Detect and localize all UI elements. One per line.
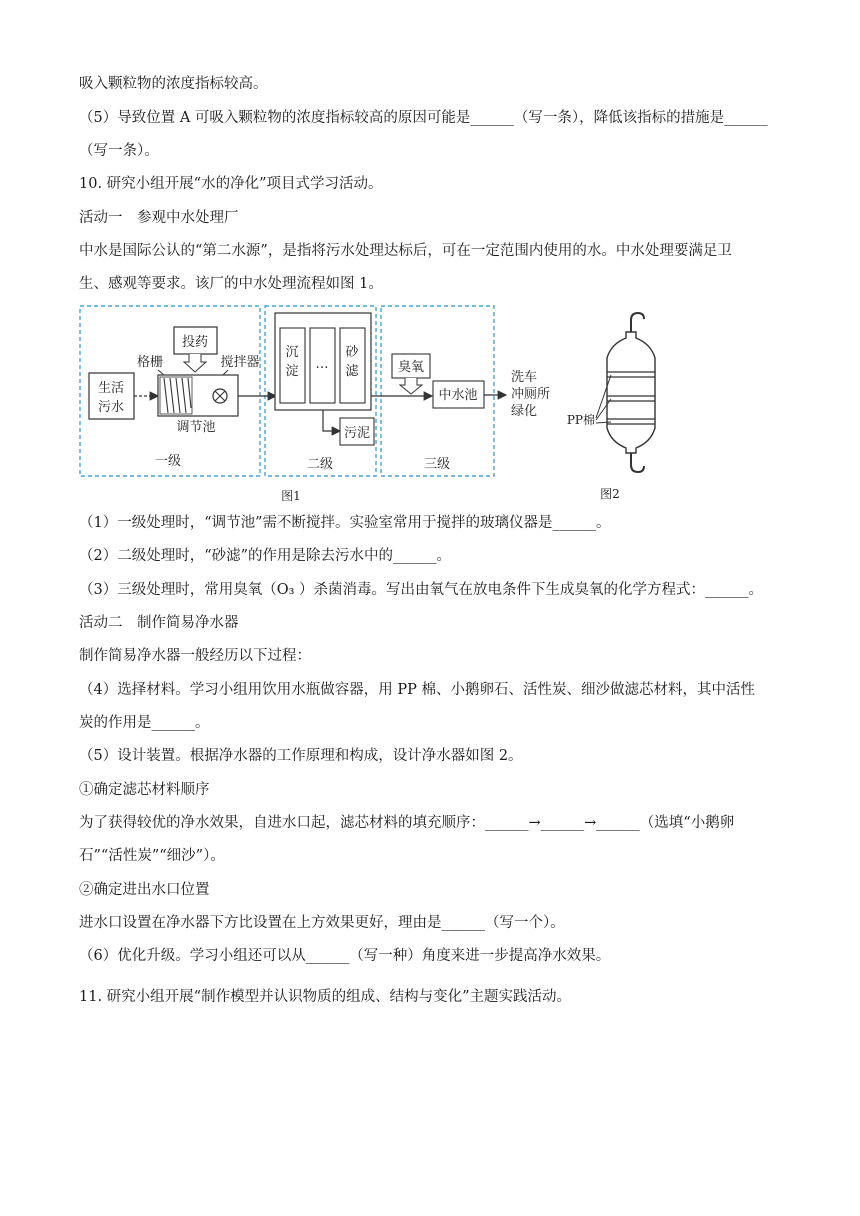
- activity-2-title: 活动二 制作简易净水器: [79, 615, 239, 631]
- sludge-label: 污泥: [343, 426, 371, 441]
- purifier-bottle: [607, 313, 655, 472]
- ozone-arrow: [400, 378, 422, 394]
- reclaimed-pool-label: 中水池: [438, 388, 478, 403]
- figure-1-caption: 图1: [281, 489, 301, 503]
- question-2: （2）二级处理时，“砂滤”的作用是除去污水中的______。: [79, 548, 452, 564]
- question-3: （3）三级处理时，常用臭氧（O₃ ）杀菌消毒。写出由氧气在放电条件下生成臭氧的化学方程式：______。: [79, 582, 764, 598]
- line-6: 中水是国际公认的“第二水源”，是指将污水处理达标后，可在一定范围内使用的水。中水处理要满足卫: [79, 243, 732, 259]
- sewage-label-2: 污水: [97, 400, 125, 415]
- line-1: 吸入颗粒物的浓度指标较高。: [79, 76, 268, 92]
- question-6: （6）优化升级。学习小组还可以从______（写一种）角度来进一步提高净水效果。: [79, 948, 611, 964]
- step-1-question: 为了获得较优的净水效果，自进水口起，滤芯材料的填充顺序：______→______→______（选填“小鹅卵: [79, 815, 735, 831]
- question-11-title: 11. 研究小组开展“制作模型并认识物质的组成、结构与变化”主题实践活动。: [79, 989, 571, 1005]
- step-1-title: ①确定滤芯材料顺序: [79, 782, 210, 798]
- stage-3-label: 三级: [423, 457, 451, 472]
- sediment-label-2: 淀: [285, 364, 299, 379]
- sewage-label-1: 生活: [97, 381, 125, 396]
- dosing-arrow: [184, 354, 206, 372]
- sediment-label-1: 沉: [285, 345, 299, 360]
- activity-1-title: 活动一 参观中水处理厂: [79, 210, 239, 226]
- question-1: （1）一级处理时，“调节池”需不断搅拌。实验室常用于搅拌的玻璃仪器是______。: [79, 515, 611, 531]
- step-2-question: 进水口设置在净水器下方比设置在上方效果更好，理由是______（写一个）。: [79, 915, 565, 931]
- sand-label-1: 砂: [345, 345, 359, 360]
- pp-cotton-label: PP棉: [566, 413, 595, 427]
- sludge-arrow: [323, 410, 340, 431]
- question-4-cont: 炭的作用是______。: [79, 715, 210, 731]
- use-label-1: 洗车: [511, 370, 538, 385]
- middle-dots: …: [315, 357, 329, 372]
- line-12: 制作简易净水器一般经历以下过程：: [79, 648, 311, 664]
- line-3: （写一条）。: [79, 143, 159, 159]
- mixer-label: 搅拌器: [220, 355, 260, 370]
- step-1-question-cont: 石”“活性炭”“细沙”）。: [79, 848, 225, 864]
- line-7: 生、感观等要求。该厂的中水处理流程如图 1。: [79, 276, 383, 292]
- dosing-label: 投药: [181, 335, 209, 350]
- question-5: （5）设计装置。根据净水器的工作原理和构成，设计净水器如图 2。: [79, 748, 523, 764]
- use-label-2: 冲厕所: [511, 387, 551, 402]
- figures-container: [78, 300, 798, 509]
- ozone-label: 臭氧: [397, 360, 425, 375]
- line-2: （5）导致位置 A 可吸入颗粒物的浓度指标较高的原因可能是______（写一条），降低该指标的措施是______: [79, 110, 768, 126]
- step-2-title: ②确定进出水口位置: [79, 882, 210, 898]
- question-10-title: 10. 研究小组开展“水的净化”项目式学习活动。: [79, 176, 383, 192]
- question-4: （4）选择材料。学习小组用饮用水瓶做容器，用 PP 棉、小鹅卵石、活性炭、细沙做滤芯材料，其中活性: [79, 682, 755, 698]
- use-label-3: 绿化: [511, 404, 538, 419]
- stage-1-label: 一级: [154, 454, 182, 469]
- stage-2-label: 二级: [306, 457, 334, 472]
- sand-label-2: 滤: [345, 364, 359, 379]
- grille-label: 格栅: [136, 355, 164, 370]
- figure-2-caption: 图2: [600, 487, 620, 501]
- tank-label: 调节池: [176, 420, 216, 435]
